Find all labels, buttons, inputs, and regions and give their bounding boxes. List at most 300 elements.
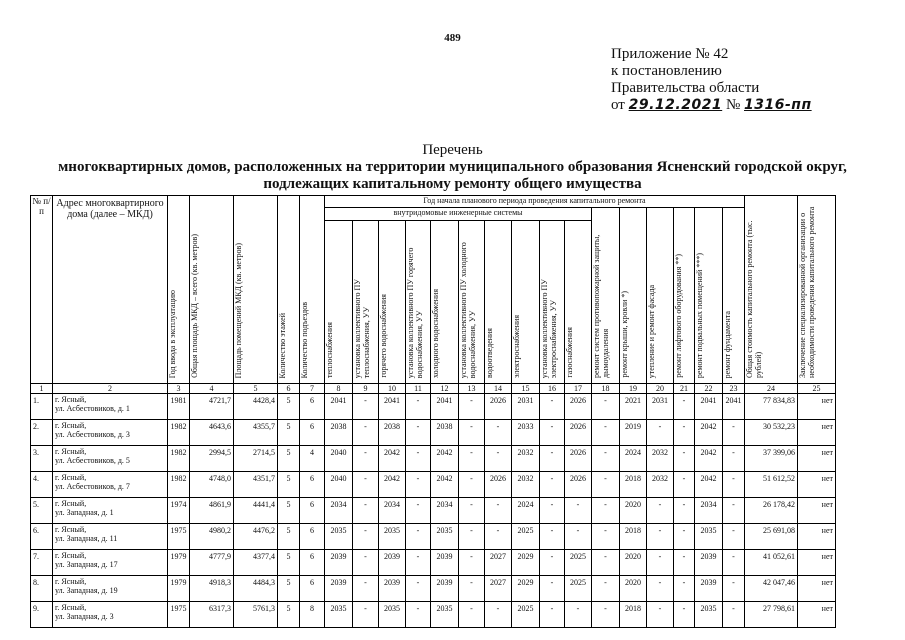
address-line-1: г. Ясный, [55,421,87,430]
cell-c13: - [459,550,485,576]
cell-c12: 2042 [431,472,459,498]
cell-c22: 2039 [695,550,723,576]
cell-c19: 2021 [620,394,647,420]
cell-c22: 2035 [695,602,723,628]
cell-c18: - [592,394,620,420]
cell-c11: - [406,394,431,420]
header-fire: ремонт систем противопожарной защиты, дымоудаления [592,208,620,384]
column-numbers-row [31,384,836,394]
table-row [31,472,836,498]
cell-c14: - [485,524,512,550]
cell-year: 1982 [168,472,190,498]
cell-c9: - [353,498,379,524]
cell-c22: 2039 [695,576,723,602]
cell-c11: - [406,524,431,550]
cell-c17: 2026 [565,472,592,498]
cell-c18: - [592,550,620,576]
address-line-2: ул. Асбестовиков, д. 7 [55,482,130,491]
cell-c19: 2019 [620,420,647,446]
cell-c21: - [674,576,695,602]
cell-c14: 2026 [485,394,512,420]
address-line-2: ул. Асбестовиков, д. 3 [55,430,130,439]
cell-c15: 2029 [512,576,540,602]
header-address: Адрес многоквартирного дома (далее – МКД) [53,196,168,384]
header-row-1 [31,196,836,208]
annex-line-2: к постановлению [611,63,722,79]
column-number: 10 [379,384,406,394]
title-line-3: подлежащих капитальному ремонту общего имущества [263,176,642,192]
cell-c9: - [353,446,379,472]
annex-number: 1316-пп [744,97,812,113]
row-number: 4. [31,472,53,498]
cell-c21: - [674,550,695,576]
header-coldwater: холодного водоснабжения [431,220,459,383]
cell-ent: 8 [300,602,325,628]
cell-c11: - [406,420,431,446]
row-number: 7. [31,550,53,576]
cell-year: 1974 [168,498,190,524]
cell-c10: 2038 [379,420,406,446]
header-cost: Общая стоимость капитального ремонта (тыс. рублей) [745,196,798,384]
cell-fl: 5 [278,524,300,550]
cell-c17: 2026 [565,394,592,420]
header-drain: водоотведения [485,220,512,383]
column-number: 12 [431,384,459,394]
title-line-1: Перечень [422,142,483,158]
cell-c11: - [406,576,431,602]
cell-prem: 4441,4 [234,498,278,524]
cell-c17: 2026 [565,446,592,472]
cell-c17: - [565,498,592,524]
column-number: 9 [353,384,379,394]
cell-fl: 5 [278,420,300,446]
cell-c19: 2020 [620,498,647,524]
row-address [53,498,168,524]
column-number: 23 [723,384,745,394]
cell-c11: - [406,472,431,498]
cell-c17: 2025 [565,550,592,576]
cell-c14: 2027 [485,550,512,576]
cell-c16: - [540,394,565,420]
column-number: 6 [278,384,300,394]
cell-c11: - [406,602,431,628]
column-number: 20 [647,384,674,394]
cell-ent: 6 [300,472,325,498]
header-internal-systems: внутридомовые инженерные системы [325,208,592,221]
cell-c23: - [723,446,745,472]
cell-c15: 2025 [512,524,540,550]
header-total-area: Общая площадь МКД – всего (кв. метров) [190,196,234,384]
cell-c10: 2041 [379,394,406,420]
cell-c20: - [647,550,674,576]
cell-year: 1982 [168,420,190,446]
header-electric: электроснабжения [512,220,540,383]
cell-c9: - [353,524,379,550]
header-year: Год ввода в эксплуатацию [168,196,190,384]
cell-c23: - [723,602,745,628]
cell-c16: - [540,602,565,628]
cell-c20: - [647,602,674,628]
cell-total: 4918,3 [190,576,234,602]
cell-c16: - [540,550,565,576]
address-line-1: г. Ясный, [55,395,87,404]
cell-c16: - [540,524,565,550]
table-body [31,394,836,628]
table-row [31,602,836,628]
header-pu-electric: установка коллективного ПУ электроснабжения, УУ [540,220,565,383]
column-number: 4 [190,384,234,394]
cell-ent: 6 [300,524,325,550]
address-line-2: ул. Западная, д. 19 [55,586,118,595]
header-foundation: ремонт фундамента [723,208,745,384]
cell-year: 1975 [168,602,190,628]
cell-total: 6317,3 [190,602,234,628]
cell-cost: 37 399,06 [745,446,798,472]
cell-c17: - [565,524,592,550]
cell-prem: 4484,3 [234,576,278,602]
table-row [31,498,836,524]
header-pu-heat: установка коллективного ПУ теплоснабжения, УУ [353,220,379,383]
cell-c16: - [540,472,565,498]
column-number: 3 [168,384,190,394]
cell-concl: нет [798,394,836,420]
cell-c8: 2040 [325,446,353,472]
cell-concl: нет [798,472,836,498]
cell-fl: 5 [278,472,300,498]
cell-c10: 2042 [379,472,406,498]
cell-c14: 2027 [485,576,512,602]
cell-cost: 27 798,61 [745,602,798,628]
column-number: 14 [485,384,512,394]
annex-number-prefix: № [725,97,741,113]
cell-c9: - [353,602,379,628]
cell-c12: 2041 [431,394,459,420]
cell-concl: нет [798,602,836,628]
cell-c17: - [565,602,592,628]
cell-cost: 26 178,42 [745,498,798,524]
cell-c10: 2042 [379,446,406,472]
cell-prem: 4476,2 [234,524,278,550]
cell-concl: нет [798,524,836,550]
cell-c23: - [723,498,745,524]
cell-prem: 4377,4 [234,550,278,576]
cell-c15: 2032 [512,472,540,498]
table-row [31,446,836,472]
cell-fl: 5 [278,394,300,420]
cell-c21: - [674,394,695,420]
column-number: 1 [31,384,53,394]
address-line-1: г. Ясный, [55,499,87,508]
row-address [53,420,168,446]
cell-c18: - [592,576,620,602]
cell-c17: 2026 [565,420,592,446]
cell-prem: 4355,7 [234,420,278,446]
header-facade: утепление и ремонт фасада [647,208,674,384]
cell-c22: 2042 [695,420,723,446]
cell-c23: - [723,550,745,576]
row-number: 5. [31,498,53,524]
cell-c8: 2038 [325,420,353,446]
cell-c19: 2018 [620,602,647,628]
cell-total: 4643,6 [190,420,234,446]
cell-c15: 2032 [512,446,540,472]
header-entrances: Количество подъездов [300,196,325,384]
cell-c15: 2031 [512,394,540,420]
cell-c20: 2031 [647,394,674,420]
cell-c8: 2035 [325,602,353,628]
row-number: 6. [31,524,53,550]
cell-c9: - [353,550,379,576]
cell-c11: - [406,446,431,472]
annex-date-prefix: от [611,97,625,113]
cell-c15: 2029 [512,550,540,576]
row-address [53,446,168,472]
header-pu-hotwater: установка коллективного ПУ горячего водоснабжения, УУ [406,220,431,383]
table-row [31,576,836,602]
cell-c23: - [723,420,745,446]
column-number: 2 [53,384,168,394]
address-line-1: г. Ясный, [55,577,87,586]
cell-c14: - [485,602,512,628]
cell-c13: - [459,472,485,498]
cell-c17: 2025 [565,576,592,602]
cell-c19: 2018 [620,524,647,550]
cell-c10: 2039 [379,576,406,602]
header-basement: ремонт подвальных помещений ***) [695,208,723,384]
cell-c23: - [723,472,745,498]
cell-c15: 2024 [512,498,540,524]
cell-year: 1979 [168,576,190,602]
header-num: № п/п [31,196,53,384]
cell-fl: 5 [278,498,300,524]
row-address [53,550,168,576]
cell-c18: - [592,420,620,446]
cell-c13: - [459,576,485,602]
cell-ent: 6 [300,394,325,420]
cell-c10: 2039 [379,550,406,576]
cell-c18: - [592,446,620,472]
cell-c22: 2041 [695,394,723,420]
column-number: 18 [592,384,620,394]
cell-c22: 2042 [695,446,723,472]
cell-c19: 2018 [620,472,647,498]
header-hotwater: горячего водоснабжения [379,220,406,383]
cell-c20: - [647,420,674,446]
address-line-2: ул. Западная, д. 1 [55,508,114,517]
cell-cost: 41 052,61 [745,550,798,576]
address-line-1: г. Ясный, [55,525,87,534]
cell-total: 4721,7 [190,394,234,420]
cell-ent: 6 [300,498,325,524]
row-number: 3. [31,446,53,472]
header-roof: ремонт крыши, кровли *) [620,208,647,384]
cell-concl: нет [798,498,836,524]
address-line-2: ул. Асбестовиков, д. 5 [55,456,130,465]
cell-c12: 2034 [431,498,459,524]
cell-fl: 5 [278,602,300,628]
cell-total: 4861,9 [190,498,234,524]
address-line-1: г. Ясный, [55,603,87,612]
column-number: 15 [512,384,540,394]
cell-c20: 2032 [647,472,674,498]
cell-c10: 2034 [379,498,406,524]
cell-cost: 30 532,23 [745,420,798,446]
cell-c9: - [353,576,379,602]
cell-c12: 2039 [431,576,459,602]
header-heat: теплоснабжения [325,220,353,383]
cell-concl: нет [798,576,836,602]
cell-c13: - [459,394,485,420]
column-number: 16 [540,384,565,394]
row-number: 2. [31,420,53,446]
cell-cost: 25 691,08 [745,524,798,550]
cell-c14: 2026 [485,472,512,498]
cell-prem: 2714,5 [234,446,278,472]
cell-c18: - [592,472,620,498]
cell-c14: - [485,498,512,524]
cell-c11: - [406,550,431,576]
cell-c12: 2035 [431,524,459,550]
cell-c8: 2039 [325,550,353,576]
cell-c13: - [459,524,485,550]
cell-c21: - [674,498,695,524]
cell-c21: - [674,446,695,472]
table-row [31,394,836,420]
cell-total: 2994,5 [190,446,234,472]
address-line-1: г. Ясный, [55,551,87,560]
cell-c18: - [592,602,620,628]
cell-total: 4748,0 [190,472,234,498]
cell-c19: 2020 [620,576,647,602]
cell-c21: - [674,524,695,550]
cell-year: 1981 [168,394,190,420]
cell-c10: 2035 [379,524,406,550]
cell-c12: 2038 [431,420,459,446]
cell-c19: 2024 [620,446,647,472]
cell-c8: 2041 [325,394,353,420]
cell-c13: - [459,420,485,446]
header-premises-area: Площадь помещений МКД (кв. метров) [234,196,278,384]
column-number: 19 [620,384,647,394]
row-address [53,576,168,602]
cell-c20: 2032 [647,446,674,472]
cell-c13: - [459,446,485,472]
cell-concl: нет [798,446,836,472]
row-address [53,394,168,420]
cell-c8: 2034 [325,498,353,524]
cell-c16: - [540,420,565,446]
page-number: 489 [444,32,461,44]
cell-c11: - [406,498,431,524]
cell-prem: 4428,4 [234,394,278,420]
cell-ent: 6 [300,420,325,446]
row-number: 8. [31,576,53,602]
cell-cost: 42 047,46 [745,576,798,602]
cell-cost: 77 834,83 [745,394,798,420]
cell-c23: - [723,524,745,550]
annex-block [611,46,812,114]
annex-line-1: Приложение № 42 [611,46,729,62]
cell-c16: - [540,498,565,524]
cell-fl: 5 [278,446,300,472]
column-number: 8 [325,384,353,394]
header-gas: газоснабжения [565,220,592,383]
cell-c13: - [459,602,485,628]
cell-prem: 4351,7 [234,472,278,498]
cell-c12: 2042 [431,446,459,472]
cell-c22: 2042 [695,472,723,498]
cell-c21: - [674,602,695,628]
cell-c20: - [647,576,674,602]
cell-c14: - [485,420,512,446]
cell-c8: 2039 [325,576,353,602]
cell-c13: - [459,498,485,524]
header-floors: Количество этажей [278,196,300,384]
cell-c16: - [540,446,565,472]
title-line-2: многоквартирных домов, расположенных на территории муниципального образования Ясненский городской округ, [58,159,847,175]
cell-fl: 5 [278,550,300,576]
cell-c9: - [353,420,379,446]
table-row [31,550,836,576]
header-conclusion: Заключение специализированной организации о необходимости проведения капитального ремонта [798,196,836,384]
column-number: 13 [459,384,485,394]
address-line-2: ул. Западная, д. 17 [55,560,118,569]
cell-c18: - [592,498,620,524]
cell-year: 1979 [168,550,190,576]
annex-line-3: Правительства области [611,80,760,96]
cell-fl: 5 [278,576,300,602]
cell-c21: - [674,420,695,446]
cell-c23: 2041 [723,394,745,420]
header-group: Год начала планового периода проведения капитального ремонта [325,196,745,208]
cell-c23: - [723,576,745,602]
row-number: 1. [31,394,53,420]
cell-c14: - [485,446,512,472]
cell-c20: - [647,524,674,550]
column-number: 25 [798,384,836,394]
cell-c9: - [353,472,379,498]
cell-total: 4980,2 [190,524,234,550]
cell-c12: 2039 [431,550,459,576]
address-line-2: ул. Западная, д. 3 [55,612,114,621]
column-number: 7 [300,384,325,394]
column-number: 17 [565,384,592,394]
document-title [0,142,905,193]
cell-c18: - [592,524,620,550]
cell-c22: 2034 [695,498,723,524]
row-address [53,472,168,498]
address-line-2: ул. Асбестовиков, д. 1 [55,404,130,413]
annex-date-line [611,97,812,114]
cell-concl: нет [798,550,836,576]
table-row [31,524,836,550]
cell-c22: 2035 [695,524,723,550]
cell-c19: 2020 [620,550,647,576]
cell-ent: 6 [300,550,325,576]
row-number: 9. [31,602,53,628]
cell-c8: 2040 [325,472,353,498]
cell-prem: 5761,3 [234,602,278,628]
column-number: 22 [695,384,723,394]
annex-date: 29.12.2021 [628,97,723,113]
cell-c20: - [647,498,674,524]
cell-total: 4777,9 [190,550,234,576]
cell-cost: 51 612,52 [745,472,798,498]
header-elevator: ремонт лифтового оборудования **) [674,208,695,384]
column-number: 11 [406,384,431,394]
cell-year: 1975 [168,524,190,550]
header-pu-coldwater: установка коллективного ПУ холодного водоснабжения, УУ [459,220,485,383]
